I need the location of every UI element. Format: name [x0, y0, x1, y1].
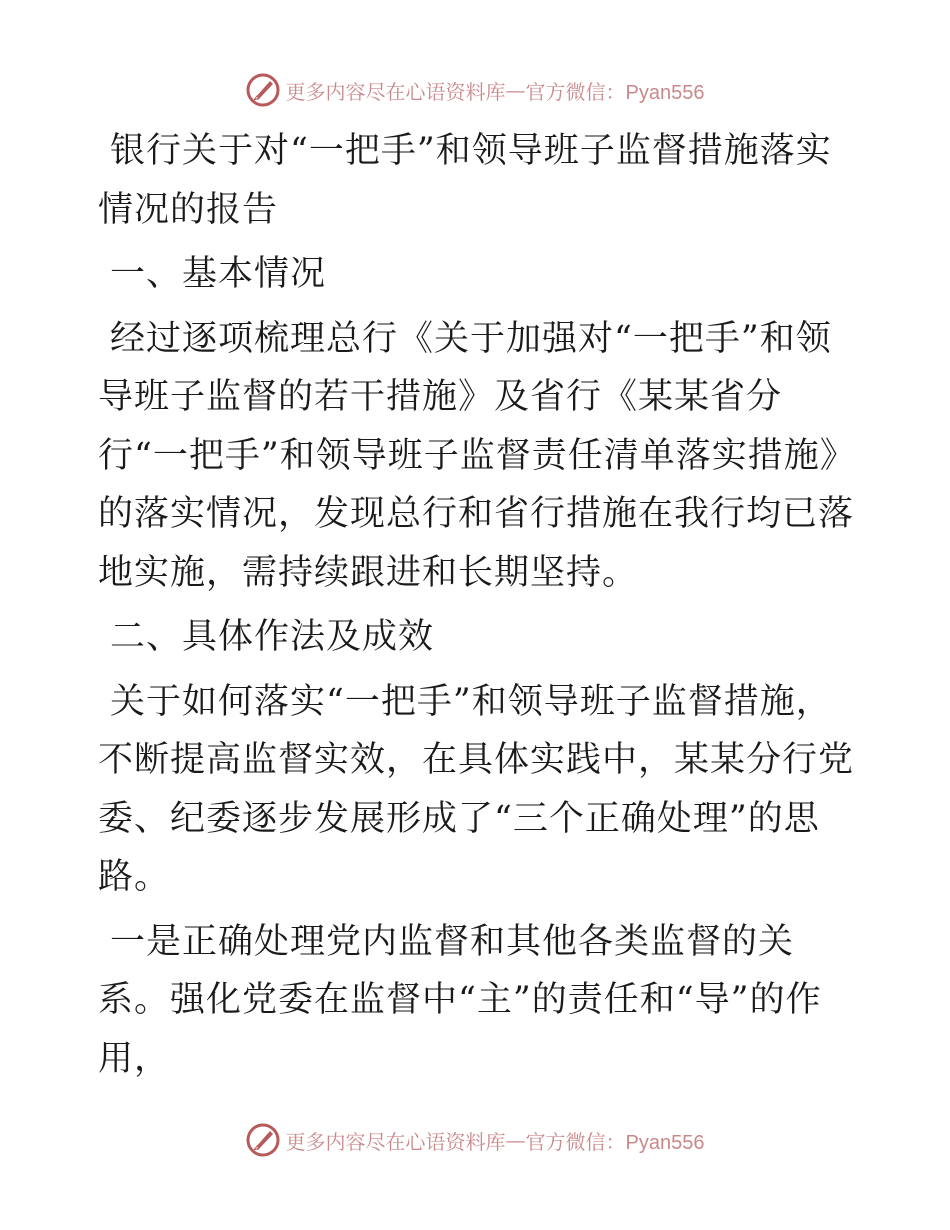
- quill-pen-logo-icon: [246, 1123, 280, 1157]
- section2-point1: 一是正确处理党内监督和其他各类监督的关系。强化党委在监督中“主”的责任和“导”的作用，: [98, 921, 822, 1079]
- section2-heading: 二、具体作法及成效: [110, 617, 435, 657]
- document-body: [98, 122, 858, 1088]
- section1-body: 经过逐项梳理总行《关于加强对“一把手”和领导班子监督的若干措施》及省行《某某省分行“一把手”和领导班子监督责任清单落实措施》的落实情况，发现总行和省行措施在我行均已落地实施，需持续跟进和长期坚持。: [98, 318, 856, 593]
- quill-pen-logo-icon: [246, 73, 280, 107]
- section2-body: 关于如何落实“一把手”和领导班子监督措施，不断提高监督实效，在具体实践中，某某分行党委、纪委逐步发展形成了“三个正确处理”的思路。: [98, 681, 855, 897]
- watermark-separator: —: [505, 78, 526, 102]
- watermark-text: 更多内容尽在心语资料库: [285, 79, 506, 104]
- watermark-text: 更多内容尽在心语资料库: [285, 1129, 506, 1154]
- watermark-footer: [0, 1120, 950, 1160]
- watermark-separator: —: [505, 1128, 526, 1152]
- watermark-wechat: 官方微信：Pyan556: [525, 1131, 705, 1154]
- watermark-wechat: 官方微信：Pyan556: [525, 81, 705, 104]
- section1-heading: 一、基本情况: [110, 254, 327, 294]
- document-title: 银行关于对“一把手”和领导班子监督措施落实情况的报告: [98, 131, 832, 230]
- watermark-header: [0, 70, 950, 110]
